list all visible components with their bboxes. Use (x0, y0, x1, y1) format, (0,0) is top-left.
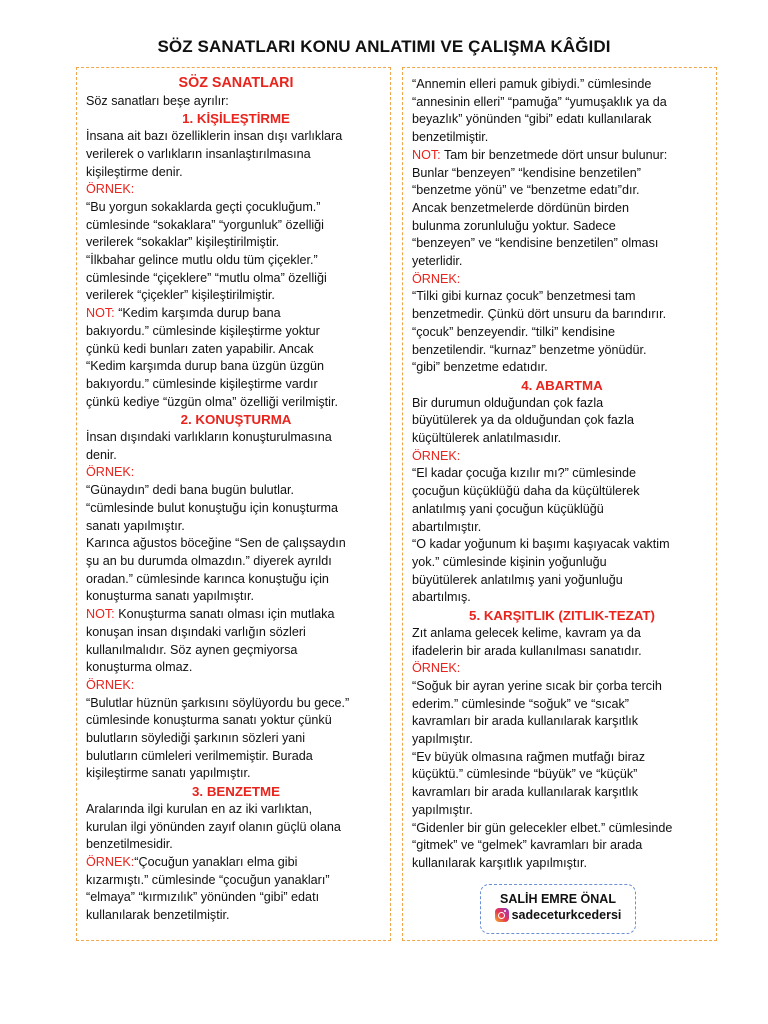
body-text-line: Ancak benzetmelerde dördünün birden (412, 200, 630, 215)
body-text-line: “El kadar çocuğa kızılır mı?” cümlesinde (412, 466, 636, 481)
body-text-line: küçültülerek anlatılmasıdır. (412, 431, 562, 446)
body-text-line: konuşturma olmaz. (86, 660, 193, 675)
body-text-line: Bir durumun olduğundan çok fazla (412, 395, 604, 410)
body-text-line: çünkü kedi bunları zaten yapabilir. Ancak (86, 341, 314, 356)
example-label: ÖRNEK: (86, 677, 135, 692)
body-text-line: Karınca ağustos böceğine “Sen de çalışsaydın (86, 536, 346, 551)
body-text-line: küçüktü.” cümlesinde “büyük” ve “küçük” (412, 767, 638, 782)
body-text-line: çünkü kediye “üzgün olma” özelliği verilmiştir. (86, 394, 338, 409)
body-text-line: İnsan dışındaki varlıkların konuşturulmasına (86, 430, 332, 445)
note-text: Konuşturma sanatı olması için mutlaka (118, 607, 335, 622)
body-text-line: şu an bu durumda olmazdın.” diyerek ayrıldı (86, 553, 332, 568)
body-text-line: konuşturma sanatı yapılmıştır. (86, 589, 254, 604)
body-text-line: beyazlık” yönünden “gibi” edatı kullanılarak (412, 112, 652, 127)
section-heading: SÖZ SANATLARI (178, 75, 294, 91)
body-text-line: kullanılmalıdır. Söz aynen geçmiyorsa (86, 642, 298, 657)
section-heading: 4. ABARTMA (521, 377, 603, 393)
body-text-line: “benzetme yönü” ve “benzetme edatı”dır. (412, 183, 640, 198)
body-text-line: yapılmıştır. (412, 802, 473, 817)
body-text-line: “annesinin elleri” “pamuğa” “yumuşaklık ya da (412, 94, 667, 109)
body-text-line: “O kadar yoğunum ki başımı kaşıyacak vaktim (412, 537, 670, 552)
body-text-line: “çocuk” benzeyendir. “tilki” kendisine (412, 324, 615, 339)
body-text-line: ederim.” cümlesinde “soğuk” ve “sıcak” (412, 696, 629, 711)
note-text: “Kedim karşımda durup bana (118, 306, 281, 321)
body-text-line: “Tilki gibi kurnaz çocuk” benzetmesi tam (412, 289, 636, 304)
body-text-line: “Günaydın” dedi bana bugün bulutlar. (86, 483, 294, 498)
body-text-line: cümlesinde “çiçeklere” “mutlu olma” özelliği (86, 270, 327, 285)
body-text-line: benzetilendir. “kurnaz” benzetme yönüdür. (412, 342, 647, 357)
note-text: Tam bir benzetmede dört unsur bulunur: (443, 147, 668, 162)
body-text-line: kızarmıştı.” cümlesinde “çocuğun yanakları” (86, 872, 330, 887)
body-text-line: oradan.” cümlesinde karınca konuştuğu için (86, 571, 329, 586)
body-text-line: anlatılmış yani çocuğun küçüklüğü (412, 501, 604, 516)
body-text-line: denir. (86, 447, 117, 462)
note-line (412, 147, 712, 165)
body-text-line: Söz sanatları beşe ayrılır: (86, 93, 229, 108)
body-text-line: kavramları bir arada kullanılarak karşıtlık (412, 714, 639, 729)
body-text-line: “gibi” benzetme edatıdır. (412, 360, 548, 375)
body-text-line: bakıyordu.” cümlesinde kişileştirme yoktur (86, 323, 320, 338)
left-column (76, 67, 391, 941)
note-label: NOT: (412, 147, 444, 162)
body-text-line: verilerek “çiçekler” kişileştirilmiştir. (86, 288, 275, 303)
body-text-line: kavramları bir arada kullanılarak karşıtlık (412, 785, 639, 800)
body-text-line: kişileştirme sanatı yapılmıştır. (86, 766, 251, 781)
body-text-line: abartılmış. (412, 590, 471, 605)
body-text-line: büyütülerek anlatılmış yani yoğunluğu (412, 572, 623, 587)
body-text-line: bakıyordu.” cümlesinde kişileştirme vardır (86, 376, 318, 391)
example-label: ÖRNEK: (412, 448, 461, 463)
example-label: ÖRNEK: (86, 465, 135, 480)
body-text-line: Zıt anlama gelecek kelime, kavram ya da (412, 625, 641, 640)
example-label: ÖRNEK: (86, 182, 135, 197)
body-text-line: “Ev büyük olmasına rağmen mutfağı biraz (412, 749, 646, 764)
body-text-line: yapılmıştır. (412, 732, 473, 747)
body-text-line: “İlkbahar gelince mutlu oldu tüm çiçekler.” (86, 253, 318, 268)
body-text-line: Aralarında ilgi kurulan en az iki varlıktan, (86, 801, 313, 816)
example-label: ÖRNEK: (412, 661, 461, 676)
body-text-line: cümlesinde “sokaklara” “yorgunluk” özelliği (86, 217, 324, 232)
body-text-line: konuşan insan dışındaki varlığın sözleri (86, 624, 306, 639)
section-heading: 3. BENZETME (192, 784, 280, 800)
body-text-line: verilerek “sokaklar” kişileştirilmiştir. (86, 235, 280, 250)
note-line (86, 305, 386, 323)
body-text-line: Bunlar “benzeyen” “kendisine benzetilen” (412, 165, 641, 180)
note-label: ÖRNEK: (86, 854, 135, 869)
body-text-line: “Bulutlar hüznün şarkısını söylüyordu bu gece.” (86, 695, 350, 710)
page-title: SÖZ SANATLARI KONU ANLATIMI VE ÇALIŞMA KÂĞIDI (157, 37, 611, 56)
body-text-line: kullanılarak karşıtlık yapılmıştır. (412, 855, 587, 870)
body-text-line: yok.” cümlesinde kişinin yoğunluğu (412, 554, 607, 569)
body-text-line: abartılmıştır. (412, 519, 482, 534)
body-text-line: “elmaya” “kırmızılık” yönünden “gibi” edatı (86, 890, 320, 905)
body-text-line: çocuğun küçüklüğü daha da küçültülerek (412, 484, 640, 499)
body-text-line: sanatı yapılmıştır. (86, 518, 185, 533)
section-heading: 1. KİŞİLEŞTİRME (182, 111, 290, 127)
body-text-line: İnsana ait bazı özelliklerin insan dışı varlıklara (86, 129, 343, 144)
social-handle-text: sadeceturkcedersi (511, 908, 622, 922)
body-text-line: kurulan ilgi yönünden zayıf olanın güçlü olana (86, 819, 341, 834)
body-text-line: “cümlesinde bulut konuştuğu için konuşturma (86, 500, 339, 515)
body-text-line: “Gidenler bir gün gelecekler elbet.” cümlesinde (412, 820, 673, 835)
body-text-line: “Soğuk bir ayran yerine sıcak bir çorba tercih (412, 678, 662, 693)
note-label: NOT: (86, 607, 119, 622)
author-signature-box (480, 884, 636, 934)
body-text-line: “Bu yorgun sokaklarda geçti çocukluğum.” (86, 199, 321, 214)
body-text-line: kişileştirme denir. (86, 164, 183, 179)
instagram-icon (495, 908, 509, 922)
body-text-line: “benzeyen” ve “kendisine benzetilen” olması (412, 236, 659, 251)
body-text-line: yeterlidir. (412, 254, 463, 269)
note-label: NOT: (86, 306, 119, 321)
body-text-line: “gitmek” ve “gelmek” kavramları bir arada (412, 838, 643, 853)
body-text-line: bulutların söylediği şarkının sözleri yani (86, 731, 306, 746)
social-handle[interactable] (495, 907, 622, 923)
section-heading: 2. KONUŞTURMA (180, 412, 292, 428)
body-text-line: “Annemin elleri pamuk gibiydi.” cümlesinde (412, 77, 652, 91)
example-label: ÖRNEK: (412, 271, 461, 286)
body-text-line: benzetilmesidir. (86, 837, 173, 852)
body-text-line: “Kedim karşımda durup bana üzgün üzgün (86, 359, 325, 374)
body-text-line: kullanılarak benzetilmiştir. (86, 908, 230, 923)
body-text-line: bulutların cümleleri verilmemiştir. Burada (86, 748, 313, 763)
body-text-line: verilerek o varlıkların insanlaştırılmasına (86, 146, 311, 161)
body-text-line: bulunma zorunluluğu yoktur. Sadece (412, 218, 616, 233)
body-text-line: büyütülerek ya da olduğundan çok fazla (412, 413, 634, 428)
body-text-line: cümlesinde konuşturma sanatı yoktur çünkü (86, 713, 332, 728)
note-line (86, 606, 386, 624)
right-column (402, 67, 717, 941)
note-line (86, 854, 386, 872)
body-text-line: ifadelerin bir arada kullanılması sanatıdır. (412, 643, 642, 658)
note-text: “Çocuğun yanakları elma gibi (134, 854, 298, 869)
author-name: SALİH EMRE ÖNAL (500, 892, 616, 906)
body-text-line: benzetmedir. Çünkü dört unsuru da barındırır. (412, 307, 667, 322)
section-heading: 5. KARŞITLIK (ZITLIK-TEZAT) (469, 608, 655, 624)
body-text-line: benzetilmiştir. (412, 130, 489, 145)
